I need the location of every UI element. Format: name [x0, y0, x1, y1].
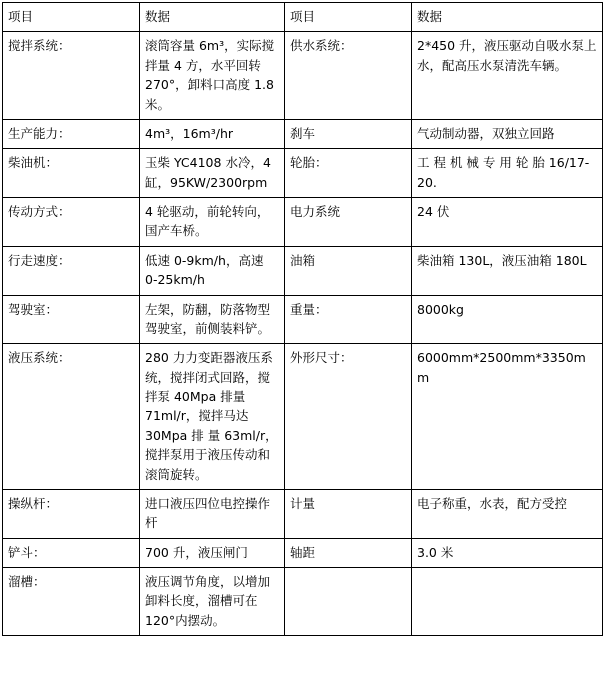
row-label-right: 刹车	[285, 119, 412, 148]
column-header-data-left: 数据	[140, 3, 285, 32]
row-value-right: 工 程 机 械 专 用 轮 胎 16/17-20.	[412, 149, 603, 198]
row-label-left: 搅拌系统：	[3, 32, 140, 120]
row-label-right: 轴距	[285, 538, 412, 567]
row-value-left: 4m³，16m³/hr	[140, 119, 285, 148]
row-value-right: 气动制动器，双独立回路	[412, 119, 603, 148]
table-row	[3, 149, 603, 198]
row-value-left: 左架，防翻，防落物型驾驶室，前侧装料铲。	[140, 295, 285, 344]
row-value-left: 玉柴 YC4108 水冷，4 缸，95KW/2300rpm	[140, 149, 285, 198]
row-value-right: 3.0 米	[412, 538, 603, 567]
table-row	[3, 568, 603, 636]
table-row	[3, 295, 603, 344]
row-label-left: 操纵杆：	[3, 489, 140, 538]
row-value-right: 6000mm*2500mm*3350mm	[412, 344, 603, 490]
table-header-row	[3, 3, 603, 32]
row-label-left: 生产能力：	[3, 119, 140, 148]
column-header-data-right: 数据	[412, 3, 603, 32]
row-value-right: 8000kg	[412, 295, 603, 344]
row-value-right: 电子称重，水表，配方受控	[412, 489, 603, 538]
row-label-right: 重量：	[285, 295, 412, 344]
row-label-left: 溜槽：	[3, 568, 140, 636]
row-value-left: 低速 0-9km/h，高速 0-25km/h	[140, 246, 285, 295]
table-body	[3, 3, 603, 636]
row-value-right: 2*450 升，液压驱动自吸水泵上水，配高压水泵清洗车辆。	[412, 32, 603, 120]
table-row	[3, 198, 603, 247]
row-label-left: 行走速度：	[3, 246, 140, 295]
row-value-right: 24 伏	[412, 198, 603, 247]
row-value-right	[412, 568, 603, 636]
row-label-left: 传动方式：	[3, 198, 140, 247]
table-row	[3, 119, 603, 148]
row-label-right: 电力系统	[285, 198, 412, 247]
row-value-left: 进口液压四位电控操作杆	[140, 489, 285, 538]
row-label-left: 液压系统：	[3, 344, 140, 490]
column-header-item-left: 项目	[3, 3, 140, 32]
column-header-item-right: 项目	[285, 3, 412, 32]
row-value-right: 柴油箱 130L，液压油箱 180L	[412, 246, 603, 295]
row-label-right: 供水系统：	[285, 32, 412, 120]
row-label-left: 柴油机：	[3, 149, 140, 198]
row-label-left: 铲斗：	[3, 538, 140, 567]
row-value-left: 280 力力变距器液压系统，搅拌闭式回路，搅拌泵 40Mpa 排量 71ml/r，搅拌马达 30Mpa 排 量 63ml/r，搅拌泵用于液压传动和滚筒旋转。	[140, 344, 285, 490]
table-row	[3, 489, 603, 538]
table-row	[3, 538, 603, 567]
table-row	[3, 32, 603, 120]
row-value-left: 700 升，液压闸门	[140, 538, 285, 567]
row-label-right	[285, 568, 412, 636]
row-label-right: 计量	[285, 489, 412, 538]
table-row	[3, 246, 603, 295]
row-value-left: 滚筒容量 6m³，实际搅拌量 4 方，水平回转 270°，卸料口高度 1.8 米。	[140, 32, 285, 120]
row-label-right: 油箱	[285, 246, 412, 295]
row-value-left: 4 轮驱动，前轮转向，国产车桥。	[140, 198, 285, 247]
row-label-left: 驾驶室：	[3, 295, 140, 344]
row-label-right: 轮胎：	[285, 149, 412, 198]
row-value-left: 液压调节角度，以增加卸料长度，溜槽可在 120°内摆动。	[140, 568, 285, 636]
specification-table	[2, 2, 603, 636]
row-label-right: 外形尺寸：	[285, 344, 412, 490]
table-row	[3, 344, 603, 490]
